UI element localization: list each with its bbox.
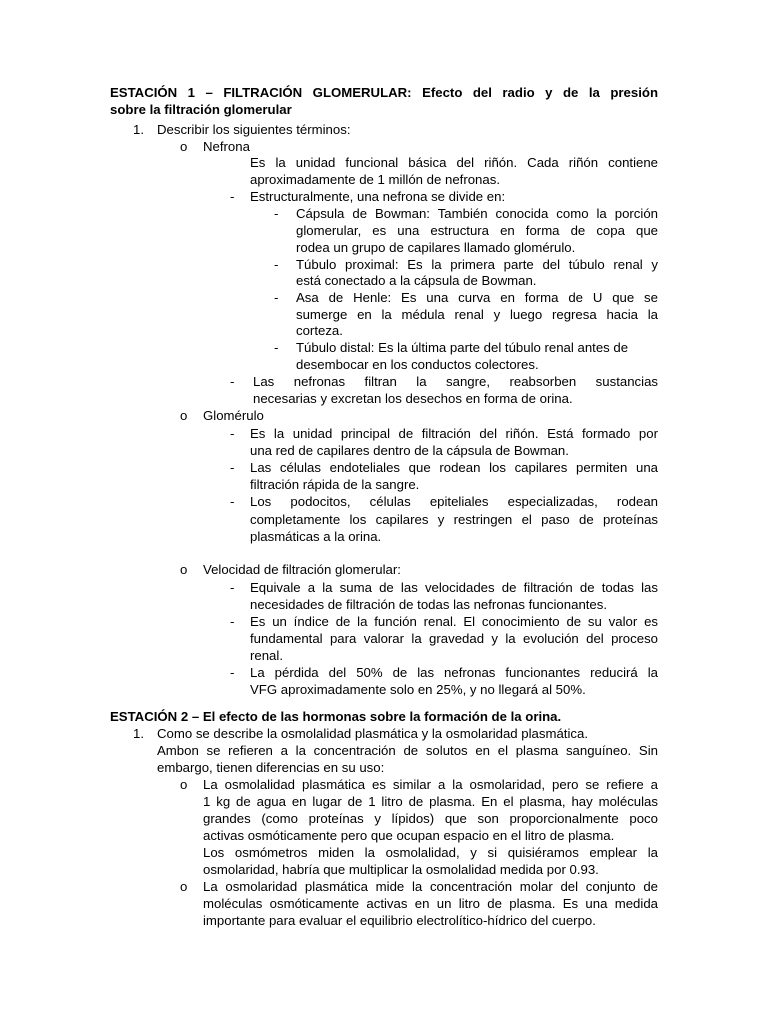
section-2-title: ESTACIÓN 2 – El efecto de las hormonas sobre la formación de la orina. [110, 709, 562, 724]
dash-marker: - [230, 374, 235, 389]
vfg-item-cont: necesidades de filtración de todas las nefronas funcionantes. [250, 597, 608, 612]
dash-marker: - [230, 665, 235, 680]
glomerulo-item: Los podocitos, células epiteliales especializadas, rodean [250, 494, 658, 509]
question-1: Describir los siguientes términos: [157, 122, 351, 137]
dash-marker: - [274, 257, 279, 272]
question-2: Como se describe la osmolalidad plasmática y la osmolaridad plasmática. [157, 726, 588, 741]
sub-item: Asa de Henle: Es una curva en forma de U que se [296, 290, 658, 305]
vfg-item-cont: fundamental para valorar la gravedad y la evolución del proceso [250, 631, 658, 646]
osmolaridad-item: La osmolaridad plasmática mide la concentración molar del conjunto de [203, 879, 658, 894]
sub-item-cont: desembocar en los conductos colectores. [296, 357, 539, 372]
sub-item: Cápsula de Bowman: También conocida como la porción [296, 206, 658, 221]
sub-item-cont: glomerular, es una estructura en forma de copa que [296, 223, 658, 238]
section-1-title-cont: sobre la filtración glomerular [110, 102, 292, 117]
sub-item: Túbulo proximal: Es la primera parte del túbulo renal y [296, 257, 658, 272]
dash-marker: - [230, 580, 235, 595]
bullet-marker: o [180, 408, 188, 423]
dash-marker: - [274, 340, 279, 355]
dash-marker: - [230, 614, 235, 629]
osmolalidad-item-cont: activas osmóticamente pero que ocupan espacio en el litro de plasma. [203, 828, 615, 843]
osmolalidad-item: La osmolalidad plasmática es similar a la osmolaridad, pero se refiere a [203, 777, 658, 792]
dash-marker: - [230, 494, 235, 509]
dash-marker: - [230, 189, 235, 204]
bullet-marker: o [180, 139, 188, 154]
term-vfg: Velocidad de filtración glomerular: [203, 562, 401, 577]
term-nefrona: Nefrona [203, 139, 250, 154]
osmolalidad-item-cont: grandes (como proteínas y lípidos) que son proporcionalmente poco [203, 811, 658, 826]
list-number: 1. [133, 122, 144, 137]
question-2-answer-cont: embargo, tienen diferencias en su uso: [157, 760, 385, 775]
bullet-marker: o [180, 777, 188, 792]
vfg-item: Es un índice de la función renal. El conocimiento de su valor es [250, 614, 658, 629]
glomerulo-item-cont: plasmáticas a la orina. [250, 529, 382, 544]
section-1-title: ESTACIÓN 1 – FILTRACIÓN GLOMERULAR: Efecto del radio y de la presión [110, 85, 658, 100]
osmolalidad-item-cont: osmolaridad, habría que multiplicar la osmolalidad medida por 0.93. [203, 862, 599, 877]
nefrona-paragraph: Es la unidad funcional básica del riñón. Cada riñón contiene [250, 155, 658, 170]
vfg-item: La pérdida del 50% de las nefronas funcionantes reducirá la [250, 665, 658, 680]
nefrona-function-cont: necesarias y excretan los desechos en forma de orina. [253, 391, 573, 406]
sub-item-cont: sumerge en la médula renal y luego regresa hacia la [296, 307, 658, 322]
sub-item-cont: corteza. [296, 323, 343, 338]
sub-item: Túbulo distal: Es la última parte del túbulo renal antes de [296, 340, 629, 355]
dash-marker: - [274, 290, 279, 305]
vfg-item: Equivale a la suma de las velocidades de filtración de todas las [250, 580, 658, 595]
osmolaridad-item-cont: moléculas osmóticamente activas en un litro de plasma. Es una medida [203, 896, 658, 911]
sub-item-cont: rodea un grupo de capilares llamado glomérulo. [296, 240, 576, 255]
bullet-marker: o [180, 562, 188, 577]
dash-marker: - [230, 426, 235, 441]
osmolalidad-item-cont: Los osmómetros miden la osmolalidad, y si quisiéramos emplear la [203, 845, 658, 860]
dash-marker: - [230, 460, 235, 475]
osmolaridad-item-cont: importante para evaluar el equilibrio electrolítico-hídrico del cuerpo. [203, 913, 596, 928]
glomerulo-item-cont: completamente los capilares y restringen el paso de proteínas [250, 512, 658, 527]
nefrona-structure: Estructuralmente, una nefrona se divide en: [250, 189, 506, 204]
list-number: 1. [133, 726, 144, 741]
vfg-item-cont: renal. [250, 648, 283, 663]
sub-item-cont: está conectado a la cápsula de Bowman. [296, 273, 537, 288]
dash-marker: - [274, 206, 279, 221]
bullet-marker: o [180, 879, 188, 894]
osmolalidad-item-cont: 1 kg de agua en lugar de 1 litro de plasma. En el plasma, hay moléculas [203, 794, 658, 809]
question-2-answer: Ambon se refieren a la concentración de solutos en el plasma sanguíneo. Sin [157, 743, 658, 758]
glomerulo-item: Es la unidad principal de filtración del riñón. Está formado por [250, 426, 658, 441]
nefrona-function: Las nefronas filtran la sangre, reabsorben sustancias [253, 374, 658, 389]
glomerulo-item: Las células endoteliales que rodean los capilares permiten una [250, 460, 658, 475]
term-glomerulo: Glomérulo [203, 408, 264, 423]
vfg-item-cont: VFG aproximadamente solo en 25%, y no llegará al 50%. [250, 682, 586, 697]
glomerulo-item-cont: filtración rápida de la sangre. [250, 477, 420, 492]
nefrona-paragraph-cont: aproximadamente de 1 millón de nefronas. [250, 172, 500, 187]
glomerulo-item-cont: una red de capilares dentro de la cápsula de Bowman. [250, 443, 569, 458]
